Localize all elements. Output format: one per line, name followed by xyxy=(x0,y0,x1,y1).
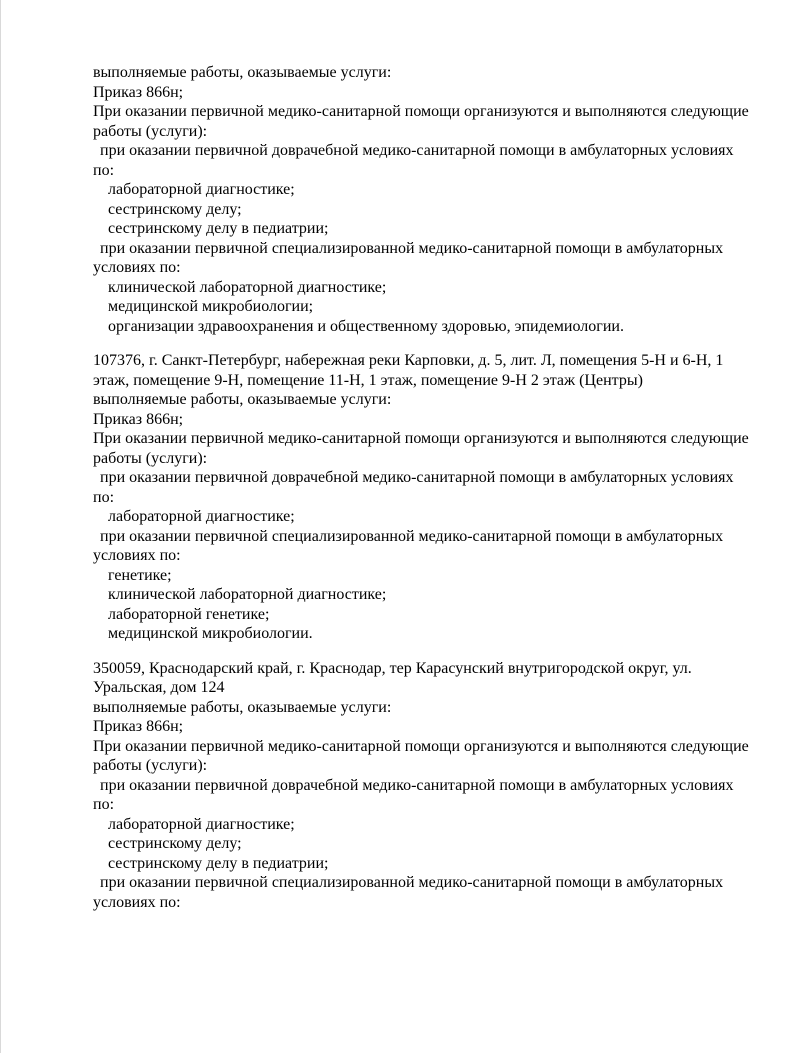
text-line: выполняемые работы, оказываемые услуги: xyxy=(93,698,392,716)
text-line: при оказании первичной специализированной медико-санитарной помощи в амбулаторных xyxy=(100,874,724,891)
text-line: медицинской микробиологии. xyxy=(108,625,313,642)
text-line: 350059, Краснодарский край, г. Краснодар, тер Карасунский внутригородской округ, ул. xyxy=(93,659,692,677)
text-line: организации здравоохранения и общественному здоровью, эпидемиологии. xyxy=(108,317,624,335)
text-line: сестринскому делу; xyxy=(108,200,242,218)
text-line: лабораторной генетике; xyxy=(108,605,270,623)
text-line: сестринскому делу в педиатрии; xyxy=(108,854,329,872)
text-line: лабораторной диагностике; xyxy=(108,181,295,198)
text-line: лабораторной диагностике; xyxy=(108,508,295,525)
page-edge-line xyxy=(0,0,1,1053)
text-line: при оказании первичной доврачебной медико-санитарной помощи в амбулаторных условиях xyxy=(100,142,734,159)
text-line: клинической лабораторной диагностике; xyxy=(108,278,387,296)
text-line: Приказ 866н; xyxy=(93,83,184,101)
text-line: сестринскому делу в педиатрии; xyxy=(108,220,329,237)
text-line: работы (услуги): xyxy=(93,122,208,140)
document-text-body xyxy=(93,63,761,912)
address-block-address-krasnodar xyxy=(93,659,761,913)
text-line: выполняемые работы, оказываемые услуги: xyxy=(93,64,392,81)
text-line: условиях по: xyxy=(93,259,181,276)
text-line: по: xyxy=(93,488,115,506)
text-line: по: xyxy=(93,796,115,813)
text-line: При оказании первичной медико-санитарной помощи организуются и выполняются следующие xyxy=(93,430,749,447)
text-line: работы (услуги): xyxy=(93,449,208,467)
text-line: этаж, помещение 9-Н, помещение 11-Н, 1 этаж, помещение 9-Н 2 этаж (Центры) xyxy=(93,371,643,389)
text-line: по: xyxy=(93,161,115,179)
text-line: лабораторной диагностике; xyxy=(108,815,295,833)
text-line: условиях по: xyxy=(93,547,181,564)
text-line: генетике; xyxy=(108,566,172,584)
text-line: Приказ 866н; xyxy=(93,410,184,428)
text-line: Приказ 866н; xyxy=(93,718,184,735)
text-line: при оказании первичной специализированной медико-санитарной помощи в амбулаторных xyxy=(100,239,724,257)
text-line: при оказании первичной специализированной медико-санитарной помощи в амбулаторных xyxy=(100,527,724,545)
text-line: сестринскому делу; xyxy=(108,835,242,852)
text-line: медицинской микробиологии; xyxy=(108,298,314,315)
text-line: клинической лабораторной диагностике; xyxy=(108,586,387,603)
text-line: 107376, г. Санкт-Петербург, набережная реки Карповки, д. 5, лит. Л, помещения 5-Н и 6-Н, 1 xyxy=(93,352,724,369)
text-line: работы (услуги): xyxy=(93,757,208,774)
text-line: при оказании первичной доврачебной медико-санитарной помощи в амбулаторных условиях xyxy=(100,776,734,794)
address-block-address-saint-petersburg xyxy=(93,351,761,644)
text-line: выполняемые работы, оказываемые услуги: xyxy=(93,391,392,408)
address-block-services-list-continued xyxy=(93,63,761,336)
text-line: При оказании первичной медико-санитарной помощи организуются и выполняются следующие xyxy=(93,103,749,120)
text-line: При оказании первичной медико-санитарной помощи организуются и выполняются следующие xyxy=(93,737,749,755)
text-line: при оказании первичной доврачебной медико-санитарной помощи в амбулаторных условиях xyxy=(100,469,734,486)
text-line: условиях по: xyxy=(93,893,181,911)
text-line: Уральская, дом 124 xyxy=(93,679,225,696)
